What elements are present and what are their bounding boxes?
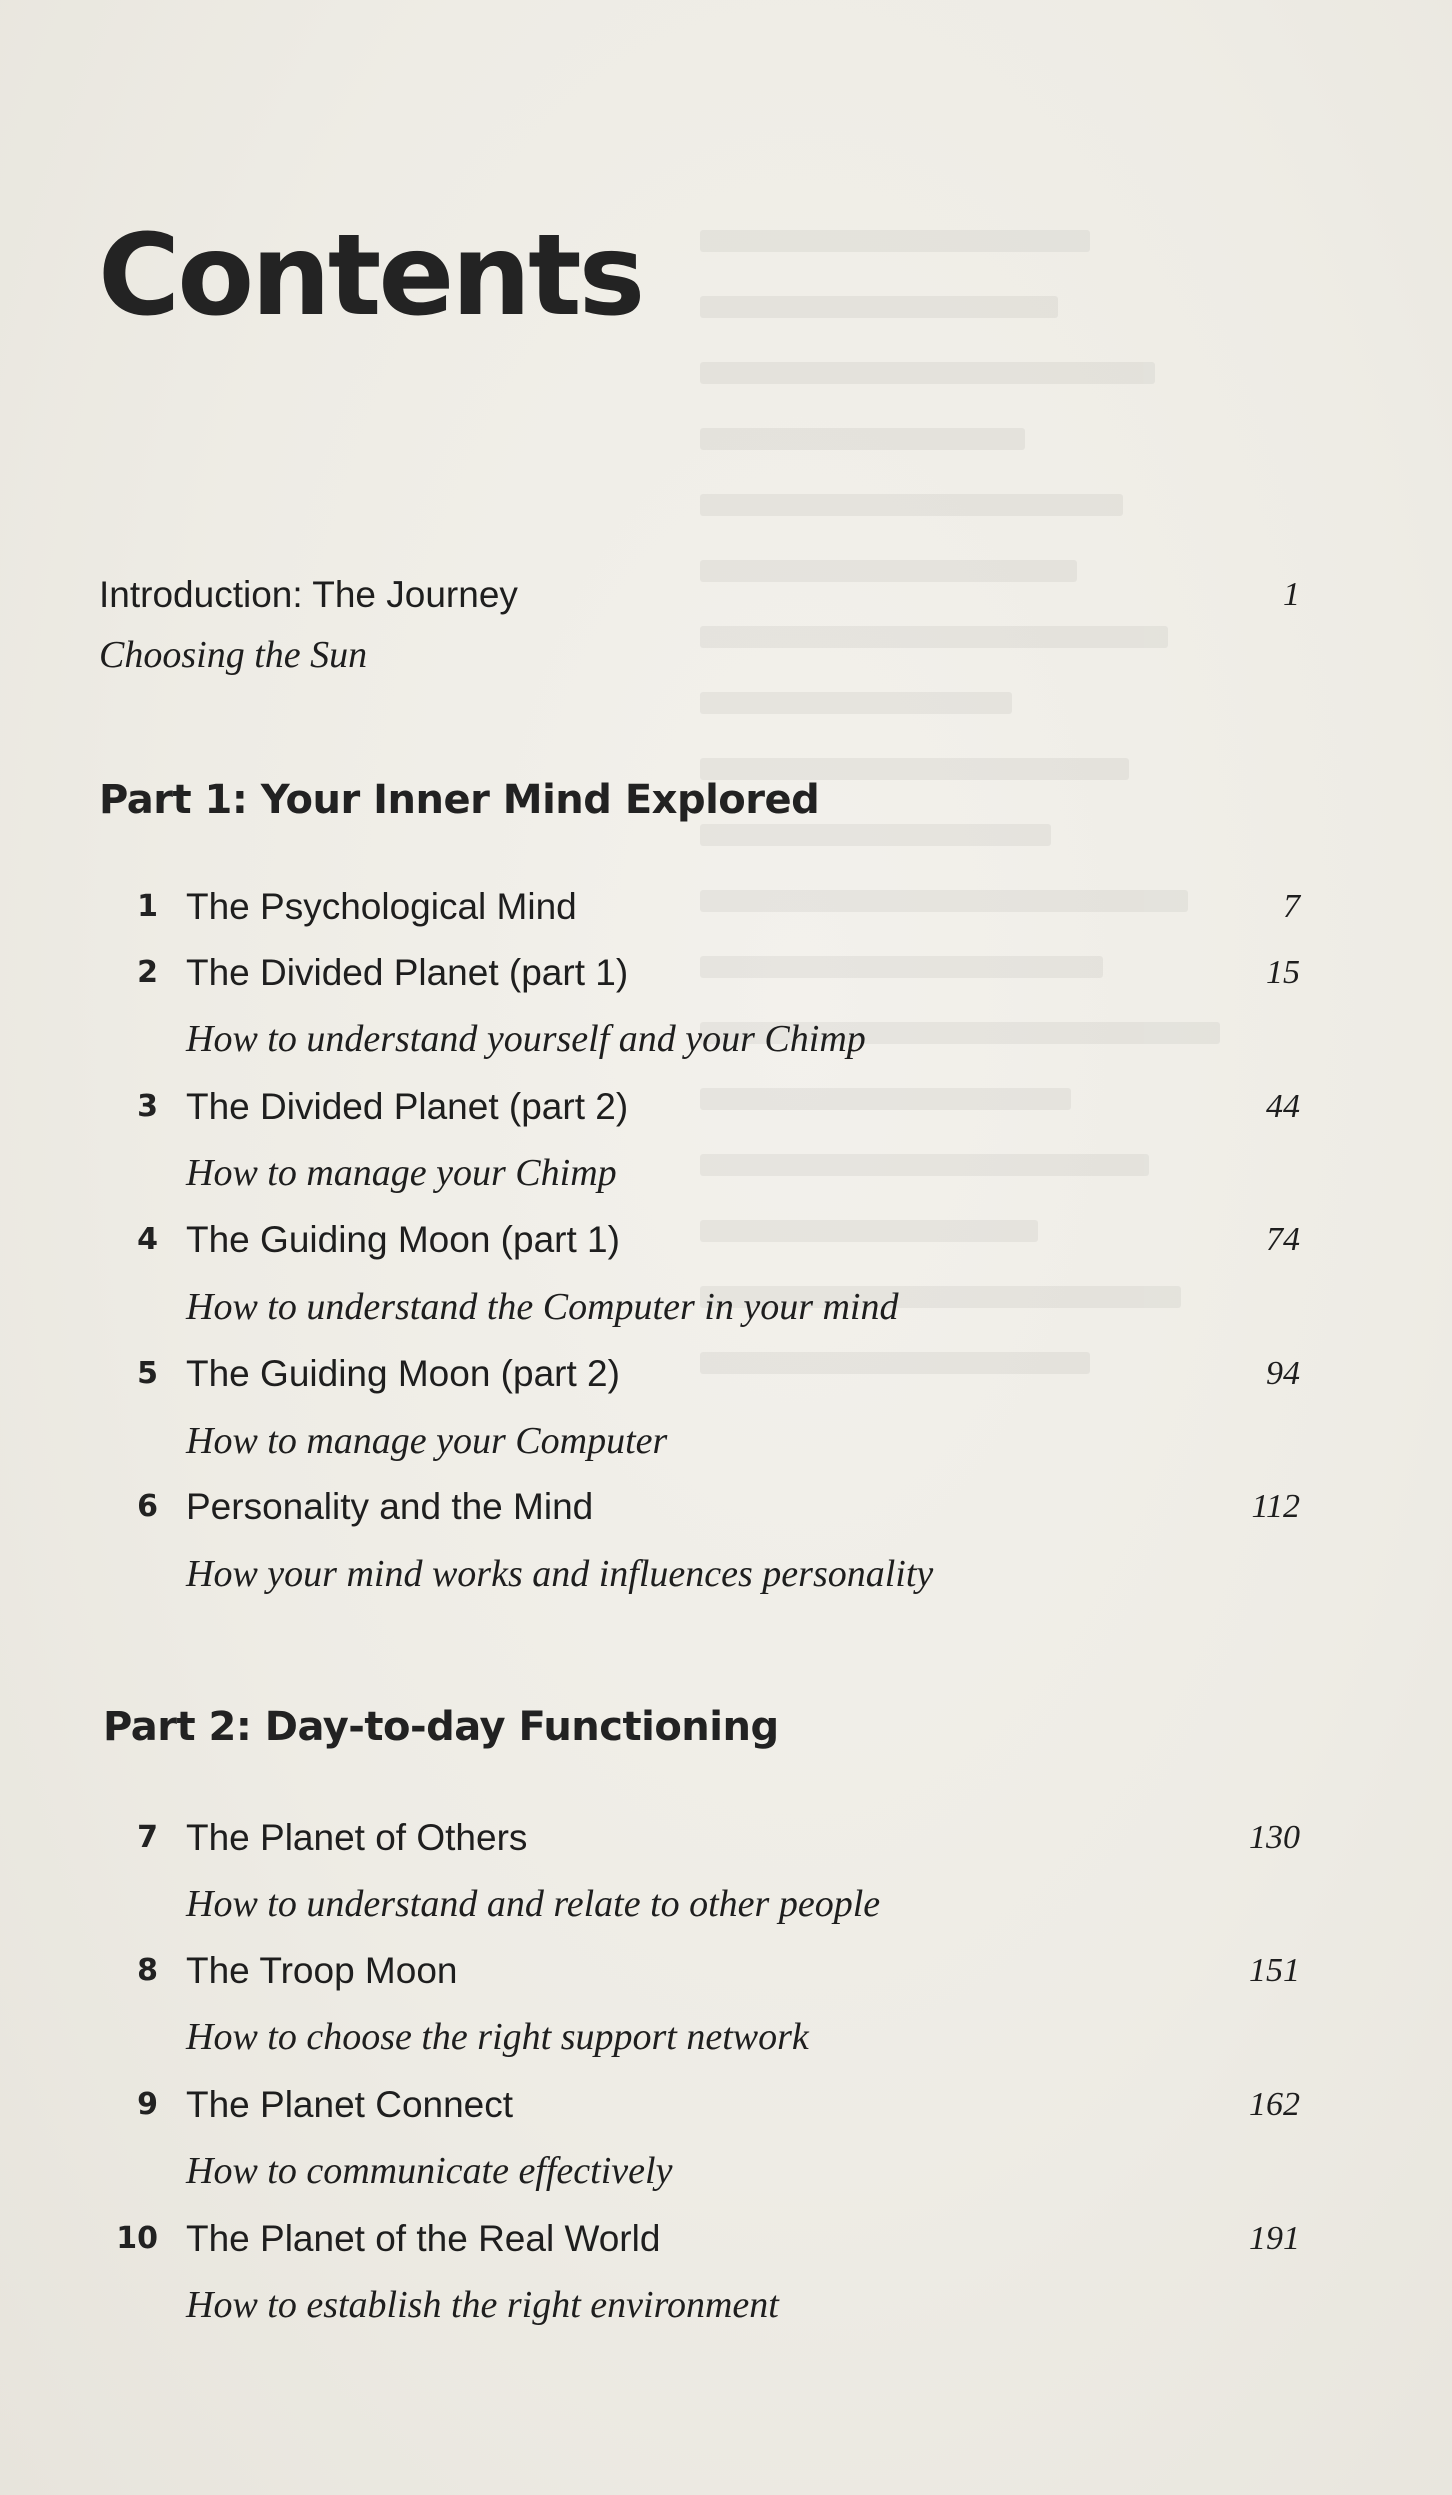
chapter-number: 3 — [137, 1089, 158, 1124]
chapter-title: The Planet of the Real World — [186, 2218, 661, 2259]
toc-entry-introduction-subtitle — [0, 630, 1452, 680]
chapter-4-subtitle-row — [0, 1282, 1452, 1332]
chapter-page-number: 162 — [1249, 2086, 1300, 2123]
chapter-title: Personality and the Mind — [186, 1486, 594, 1527]
chapter-subtitle: How to establish the right environment — [186, 2284, 779, 2326]
chapter-number: 1 — [137, 889, 158, 924]
toc-entry-chapter-1[interactable] — [0, 882, 1452, 932]
chapter-7-subtitle-row — [0, 1879, 1452, 1929]
chapter-page-number: 15 — [1266, 954, 1300, 991]
chapter-page-number: 130 — [1249, 1819, 1300, 1856]
chapter-number: 7 — [137, 1820, 158, 1855]
chapter-title: The Divided Planet (part 1) — [186, 952, 629, 993]
chapter-page-number: 191 — [1249, 2220, 1300, 2257]
toc-entry-chapter-2[interactable] — [0, 948, 1452, 998]
toc-entry-chapter-7[interactable] — [0, 1813, 1452, 1863]
chapter-page-number: 94 — [1266, 1355, 1300, 1392]
chapter-8-subtitle-row — [0, 2012, 1452, 2062]
entry-title: Introduction: The Journey — [99, 574, 518, 615]
entry-page-number: 1 — [1283, 576, 1300, 613]
chapter-title: The Planet of Others — [186, 1817, 528, 1858]
chapter-title: The Troop Moon — [186, 1950, 458, 1991]
chapter-page-number: 44 — [1266, 1088, 1300, 1125]
chapter-3-subtitle-row — [0, 1148, 1452, 1198]
chapter-number: 4 — [137, 1222, 158, 1257]
toc-entry-introduction[interactable] — [0, 570, 1452, 620]
chapter-number: 5 — [137, 1356, 158, 1391]
chapter-number: 9 — [137, 2087, 158, 2122]
toc-entry-chapter-4[interactable] — [0, 1215, 1452, 1265]
chapter-title: The Guiding Moon (part 2) — [186, 1353, 620, 1394]
chapter-page-number: 74 — [1266, 1221, 1300, 1258]
chapter-subtitle: How to understand the Computer in your mind — [186, 1286, 899, 1328]
chapter-page-number: 151 — [1249, 1952, 1300, 1989]
chapter-9-subtitle-row — [0, 2146, 1452, 2196]
part-title: Part 2: Day-to-day Functioning — [103, 1704, 779, 1750]
chapter-subtitle: How to choose the right support network — [186, 2016, 809, 2058]
toc-entry-chapter-8[interactable] — [0, 1946, 1452, 1996]
chapter-title: The Guiding Moon (part 1) — [186, 1219, 620, 1260]
toc-entry-chapter-5[interactable] — [0, 1349, 1452, 1399]
entry-subtitle: Choosing the Sun — [99, 634, 368, 676]
chapter-subtitle: How to communicate effectively — [186, 2150, 673, 2192]
part-heading-1 — [0, 775, 1452, 825]
chapter-10-subtitle-row — [0, 2280, 1452, 2330]
chapter-number: 10 — [116, 2221, 158, 2256]
chapter-title: The Planet Connect — [186, 2084, 514, 2125]
chapter-2-subtitle-row — [0, 1014, 1452, 1064]
toc-entry-chapter-3[interactable] — [0, 1082, 1452, 1132]
chapter-5-subtitle-row — [0, 1416, 1452, 1466]
chapter-subtitle: How to manage your Computer — [186, 1420, 668, 1462]
toc-entry-chapter-9[interactable] — [0, 2080, 1452, 2130]
toc-entry-chapter-10[interactable] — [0, 2214, 1452, 2264]
part-title: Part 1: Your Inner Mind Explored — [99, 777, 820, 823]
chapter-subtitle: How to understand yourself and your Chimp — [186, 1018, 866, 1060]
chapter-6-subtitle-row — [0, 1549, 1452, 1599]
part-heading-2 — [0, 1702, 1452, 1752]
chapter-number: 6 — [137, 1489, 158, 1524]
chapter-page-number: 7 — [1283, 888, 1300, 925]
chapter-number: 8 — [137, 1953, 158, 1988]
chapter-subtitle: How to understand and relate to other people — [186, 1883, 881, 1925]
chapter-title: The Divided Planet (part 2) — [186, 1086, 629, 1127]
chapter-subtitle: How to manage your Chimp — [186, 1152, 617, 1194]
toc-entry-chapter-6[interactable] — [0, 1482, 1452, 1532]
chapter-subtitle: How your mind works and influences personality — [186, 1553, 934, 1595]
chapter-page-number: 112 — [1251, 1488, 1300, 1525]
chapter-title: The Psychological Mind — [186, 886, 577, 927]
page-title: Contents — [98, 211, 643, 341]
chapter-number: 2 — [137, 955, 158, 990]
